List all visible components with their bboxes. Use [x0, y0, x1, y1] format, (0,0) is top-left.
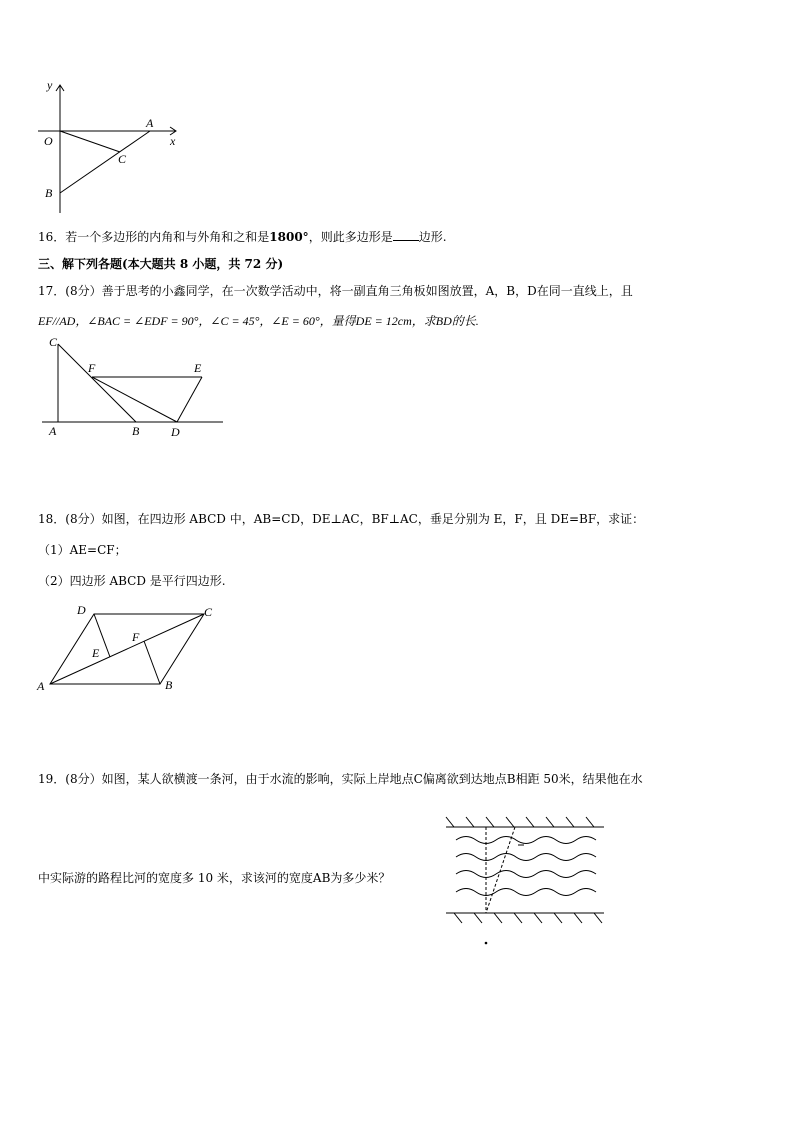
label-o: O: [44, 134, 53, 148]
top-bank-hatching: [446, 817, 594, 827]
label-a: A: [146, 116, 154, 130]
segment-fd: [92, 377, 177, 422]
q18-part2: （2）四边形 ABCD 是平行四边形.: [38, 574, 226, 588]
diagonal-ac: [50, 614, 204, 684]
label-b: B: [45, 186, 53, 200]
label-a: A: [37, 679, 45, 693]
label-f: F: [132, 630, 140, 644]
label-y: y: [47, 78, 53, 92]
segment-bf: [144, 641, 160, 684]
q18-line1: 18．(8分）如图，在四边形 ABCD 中，AB=CD，DE⊥AC，BF⊥AC，垂足分别为 E，F，且 DE=BF，求证：: [38, 512, 645, 526]
segment-ed: [177, 377, 202, 422]
q16-post: ，则此多边形是: [308, 230, 393, 244]
q17-line1: 17．(8分）善于思考的小鑫同学，在一次数学活动中，将一副直角三角板如图放置，A，B，D在同一直线上，且: [38, 284, 633, 298]
answer-blank: [393, 229, 419, 241]
water-waves: [456, 837, 596, 896]
segment-cb: [58, 344, 136, 422]
section-heading: 三、解下列各题(本大题共 8 小题，共 72 分): [38, 257, 284, 271]
label-c: C: [49, 335, 58, 349]
label-c: C: [204, 605, 213, 619]
bottom-bank-hatching: [454, 913, 602, 923]
q16-pre: 16．若一个多边形的内角和与外角和之和是: [38, 230, 270, 244]
q16-value: 1800°: [269, 230, 309, 244]
label-f: F: [88, 361, 96, 375]
label-e: E: [92, 646, 100, 660]
label-c: C: [118, 152, 127, 166]
q16-tail: 边形.: [418, 230, 447, 244]
coordinate-figure: [30, 75, 190, 220]
segment-oc: [60, 131, 120, 152]
q19-line1: 19．(8分）如图，某人欲横渡一条河，由于水流的影响，实际上岸地点C偏离欲到达地点B相距 50米，结果他在水: [38, 772, 643, 786]
triangle-boards-figure: [36, 334, 236, 444]
q19-line2: 中实际游的路程比河的宽度多 10 米，求该河的宽度AB为多少米？: [38, 871, 391, 885]
label-b: B: [165, 678, 173, 692]
q18-part1: （1）AE=CF；: [38, 543, 127, 557]
parallelogram-figure: [34, 600, 224, 695]
segment-ab: [60, 131, 150, 193]
label-d: D: [77, 603, 86, 617]
river-figure: [440, 812, 610, 952]
point-mark: [485, 942, 488, 945]
question-16: [38, 229, 447, 245]
label-e: E: [194, 361, 202, 375]
label-a: A: [49, 424, 57, 438]
label-x: x: [170, 134, 176, 148]
swim-path: [486, 827, 515, 913]
label-d: D: [171, 425, 180, 439]
label-b: B: [132, 424, 140, 438]
q17-line2: EF//AD，∠BAC = ∠EDF = 90°，∠C = 45°，∠E = 60°，量得DE = 12cm，求BD的长.: [38, 314, 479, 328]
